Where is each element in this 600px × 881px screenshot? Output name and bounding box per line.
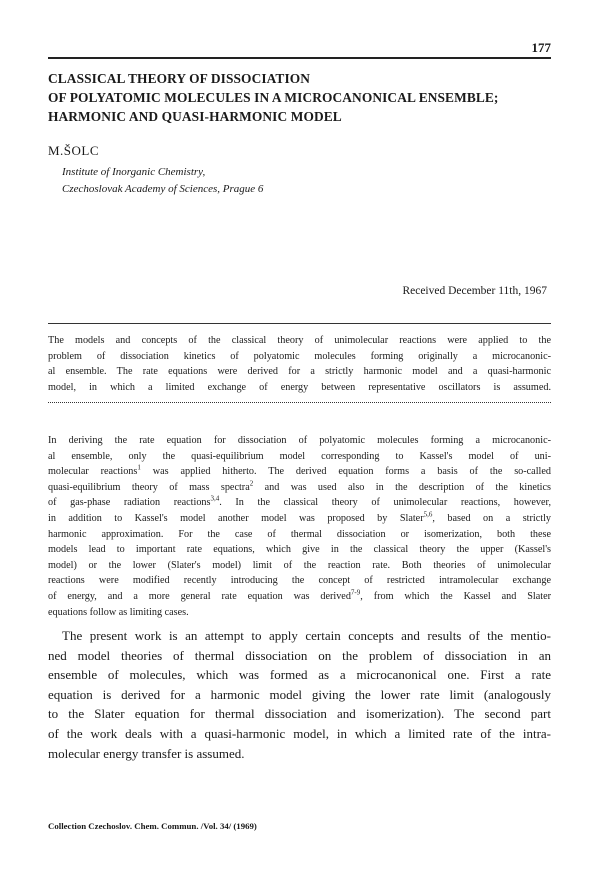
abstract-line: problem of dissociation kinetics of polyatomic molecules forming originally a microcanonic- [48,350,551,362]
article-title [48,69,568,126]
author-name: M.ŠOLC [48,143,100,158]
text-line: In deriving the rate equation for dissociation of polyatomic molecules forming a microcanonic- [48,435,551,446]
abstract [48,333,551,395]
text-line: of the work deals with a quasi-harmonic model, in which a limited rate of the intra- [48,725,551,741]
page-number: 177 [531,40,551,55]
text-line: molecular reactions$^1$ was applied hitherto. The derived equation forms a basis of the so-called [48,463,551,478]
abstract-line: The models and concepts of the classical theory of unimolecular reactions were applied to the [48,335,551,346]
text-line: equation is derived for a harmonic model giving the lower rate limit (analogously [48,686,551,702]
text-line: models lead to important rate equations, which give in the classical theory the upper (Kassel's [48,544,551,556]
title-line: HARMONIC AND QUASI-HARMONIC MODEL [48,109,342,124]
intro-paragraph [48,433,551,620]
abstract-top-rule [48,323,551,324]
text-line: quasi-equilibrium theory of mass spectra$^2$ and was used also in the description of the kinetics [48,479,551,493]
text-line: molecular energy transfer is assumed. [48,745,245,761]
abstract-line: al ensemble. The rate equations were derived for a strictly harmonic model and a quasi-harmonic [48,366,551,378]
header-rule [48,57,551,59]
text-line: equations follow as limiting cases. [48,606,189,618]
title-line: CLASSICAL THEORY OF DISSOCIATION [48,71,311,86]
citation: 3,4 [210,494,220,503]
text-line: of energy, and a more general rate equation was derived$^{7-9}$, from which the Kassel and Slater [48,588,552,602]
citation: 1 [137,463,141,472]
text-line: reactions were modified recently introducing the concept of restricted intramolecular exchange [48,575,551,587]
text-line: of gas-phase radiation reactions$^{3,4}$. In the classical theory of unimolecular reactions, however, [48,494,551,509]
received-date: Received December 11th, 1967 [402,285,547,297]
abstract-line: model, in which a limited exchange of energy between representative oscillators is assumed. [48,381,551,393]
citation: 2 [249,479,254,488]
text-line: in addition to Kassel's model another model was proposed by Slater$^{5,6}$, based on a strictly [48,510,552,524]
journal-footer: Collection Czechoslov. Chem. Commun. /Vol. 34/ (1969) [48,821,257,831]
text-line: model) or the lower (Slater's model) limit of the reaction rate. Both theories of unimolecular [48,559,551,571]
text-line: ensemble of molecules, which was formed as a microcanonical one. First a rate [48,667,551,683]
text-line: The present work is an attempt to apply certain concepts and results of the mentio- [62,628,551,643]
affiliation-line: Institute of Inorganic Chemistry, [62,166,206,178]
affiliation-line: Czechoslovak Academy of Sciences, Prague 6 [62,183,264,195]
citation: 5,6 [423,510,433,519]
text-line: to the Slater equation for thermal dissociation and isomerization). The second part [48,706,551,722]
author-affiliation [62,164,263,198]
abstract-bottom-rule [48,402,551,403]
title-line: OF POLYATOMIC MOLECULES IN A MICROCANONICAL ENSEMBLE; [48,90,499,105]
text-line: ned model theories of thermal dissociation on the problem of dissociation in an [48,647,551,663]
text-line: al ensemble, only the quasi-equilibrium model corresponding to Kassel's model of uni- [48,450,551,462]
work-paragraph [48,626,551,763]
citation: 7-9 [350,588,361,597]
text-line: harmonic approximation. For the case of thermal dissociation or isomerization, both these [48,528,551,540]
